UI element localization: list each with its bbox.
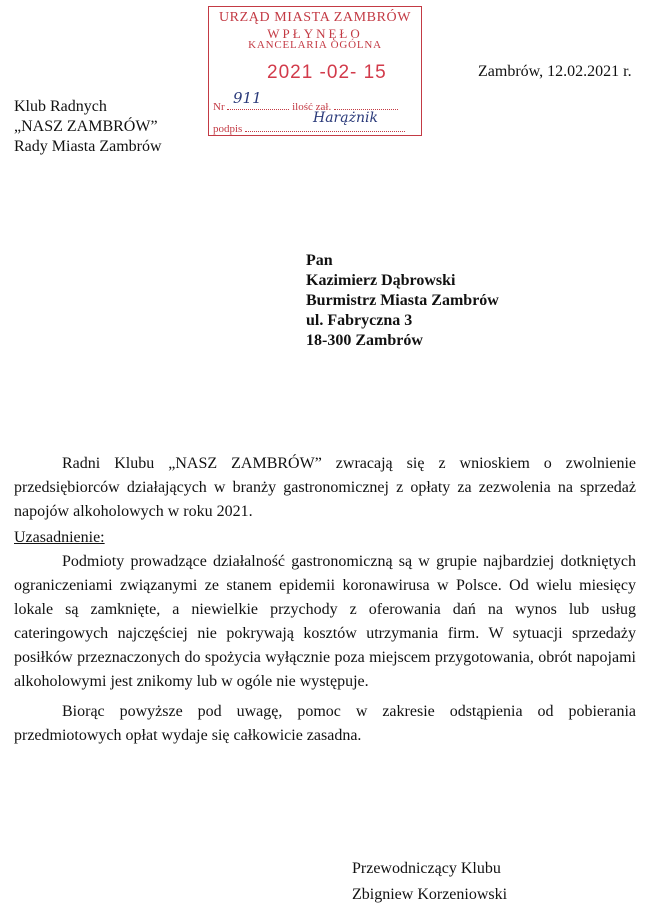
recipient-block	[306, 251, 499, 351]
justification-paragraph-1: Podmioty prowadzące działalność gastronomiczną są w grupie najbardziej dotkniętych ograniczeniami związanymi ze stanem epidemii koronawirusa w Polsce. Od wielu miesięcy lokale są zamknięte, a niewielkie przychody z oferowania dań na wynos lub usług cateringowych najczęściej nie pokrywają kosztów utrzymania firm. W sytuacji sprzedaży posiłków przeznaczonych do spożycia wyłącznie poza miejscem przygotowania, obrót napojami alkoholowymi jest znikomy lub w ogóle nie występuje.	[14, 553, 636, 690]
stamp-nr-label: Nr	[213, 101, 225, 113]
sender-line-2: „NASZ ZAMBRÓW”	[14, 118, 158, 135]
signature-block	[352, 856, 507, 908]
received-stamp	[208, 6, 422, 136]
stamp-attachments-line	[334, 99, 398, 110]
stamp-attachments-label: ilość zał.	[292, 101, 332, 113]
sender-line-1: Klub Radnych	[14, 98, 107, 115]
sender-block	[14, 97, 162, 157]
justification-paragraph-2: Biorąc powyższe pod uwagę, pomoc w zakresie odstąpienia od pobierania przedmiotowych opłat wydaje się całkowicie zasadna.	[14, 703, 636, 744]
intro-paragraph: Radni Klubu „NASZ ZAMBRÓW” zwracają się z wnioskiem o zwolnienie przedsiębiorców działających w branży gastronomicznej z opłaty za zezwolenia na sprzedaż napojów alkoholowych w roku 2021.	[14, 455, 636, 520]
stamp-date: 2021 -02- 15	[267, 62, 387, 83]
stamp-signature-handwritten: Harążnik	[313, 110, 378, 126]
stamp-department: KANCELARIA OGÓLNA	[248, 39, 382, 51]
recipient-street: ul. Fabryczna 3	[306, 312, 413, 329]
justification-heading: Uzasadnienie:	[14, 529, 105, 546]
stamp-office: URZĄD MIASTA ZAMBRÓW	[218, 10, 412, 25]
sender-line-3: Rady Miasta Zambrów	[14, 138, 162, 155]
stamp-nr-handwritten: 911	[233, 89, 262, 107]
letter-body	[14, 452, 636, 748]
recipient-salutation: Pan	[306, 252, 333, 269]
recipient-name: Kazimierz Dąbrowski	[306, 272, 456, 289]
recipient-title: Burmistrz Miasta Zambrów	[306, 292, 499, 309]
signature-title: Przewodniczący Klubu	[352, 860, 501, 877]
recipient-city: 18-300 Zambrów	[306, 332, 423, 349]
stamp-signature-label: podpis	[213, 123, 243, 135]
place-and-date: Zambrów, 12.02.2021 r.	[478, 63, 632, 80]
signature-name: Zbigniew Korzeniowski	[352, 886, 508, 903]
stamp-received: WPŁYNĘŁO	[267, 26, 363, 41]
